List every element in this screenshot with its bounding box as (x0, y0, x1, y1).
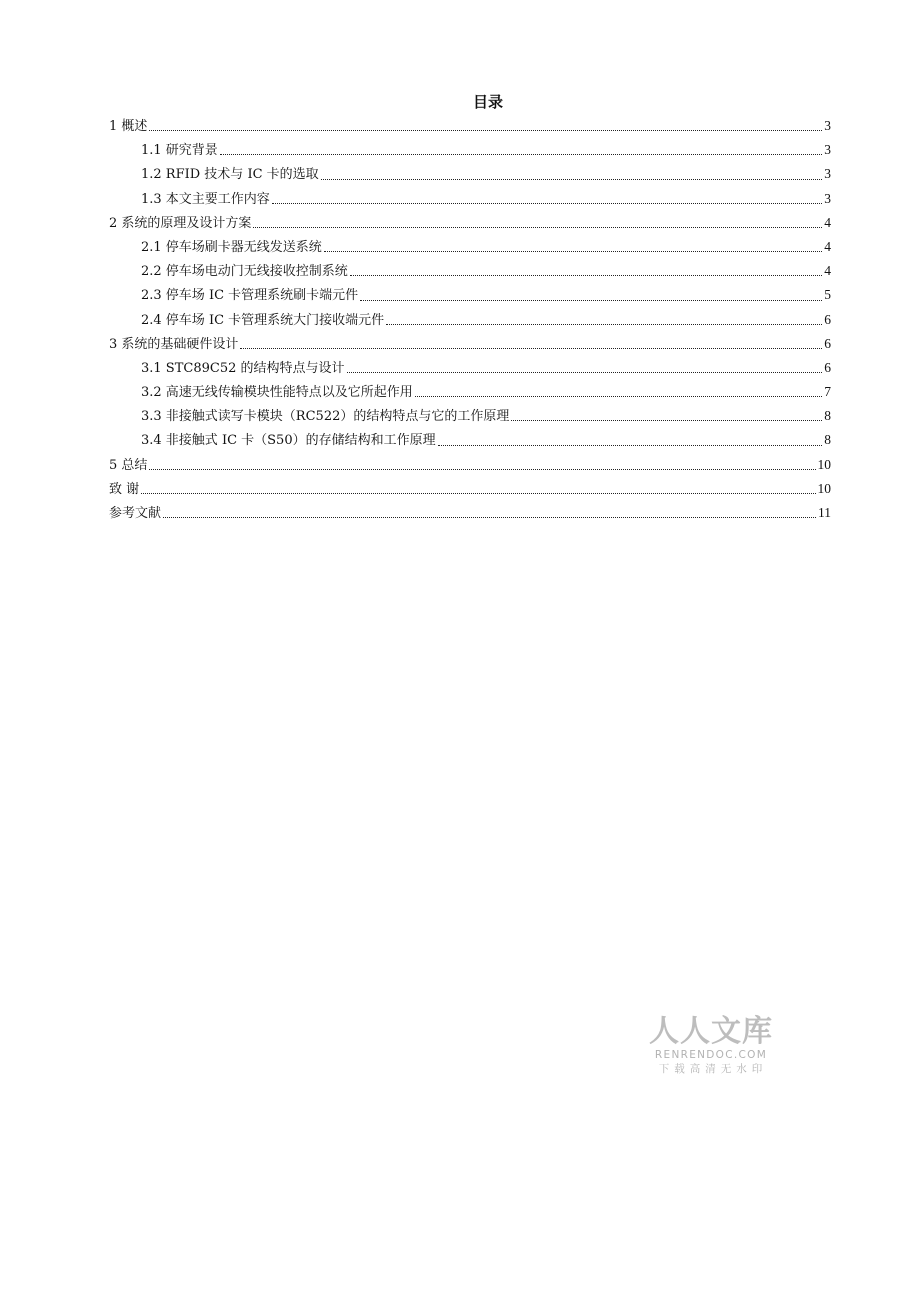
toc-entry[interactable] (109, 453, 831, 477)
toc-leader-dots (253, 227, 822, 228)
toc-leader-dots (149, 469, 815, 470)
watermark-name: 人人文库 (649, 1014, 773, 1049)
table-of-contents (109, 114, 831, 525)
toc-entry-text: 1.2 RFID 技术与 IC 卡的选取 (141, 167, 319, 183)
toc-entry[interactable] (109, 477, 831, 501)
watermark-url: RENRENDOC.COM (654, 1049, 768, 1061)
toc-entry-page: 11 (818, 505, 831, 520)
toc-entry[interactable] (109, 114, 831, 138)
toc-entry[interactable] (109, 404, 831, 428)
toc-entry[interactable] (109, 308, 831, 332)
toc-leader-dots (220, 154, 822, 155)
watermark-logo (648, 1015, 774, 1076)
toc-entry-text: 1 概述 (109, 119, 148, 134)
toc-leader-dots (163, 517, 816, 518)
toc-entry-text: 1.3 本文主要工作内容 (141, 191, 270, 207)
toc-entry[interactable] (109, 138, 831, 162)
toc-entry-text: 2.1 停车场刷卡器无线发送系统 (141, 239, 322, 255)
toc-leader-dots (324, 251, 822, 252)
toc-entry[interactable] (109, 235, 831, 259)
toc-entry[interactable] (109, 428, 831, 452)
watermark-tagline: 下载高清无水印 (658, 1063, 768, 1075)
toc-entry-page: 4 (824, 263, 831, 279)
toc-entry-page: 8 (824, 432, 831, 448)
toc-entry-page: 6 (824, 359, 831, 375)
toc-entry[interactable] (109, 259, 831, 283)
toc-leader-dots (511, 420, 822, 421)
toc-leader-dots (386, 324, 822, 325)
toc-entry-text: 3 系统的基础硬件设计 (109, 336, 239, 352)
toc-entry-page: 7 (824, 384, 831, 400)
toc-entry[interactable] (109, 211, 831, 235)
toc-leader-dots (350, 275, 822, 276)
toc-entry-page: 4 (824, 214, 831, 230)
toc-entry-page: 4 (824, 238, 831, 254)
toc-entry-page: 3 (824, 190, 831, 206)
toc-leader-dots (141, 493, 815, 494)
toc-title: 目录 (472, 93, 503, 111)
toc-entry-text: 5 总结 (109, 457, 148, 473)
toc-entry[interactable] (109, 187, 831, 211)
toc-entry-page: 3 (824, 142, 831, 158)
toc-entry-page: 8 (824, 408, 831, 424)
toc-entry-page: 6 (824, 335, 831, 351)
toc-entry-page: 10 (817, 456, 831, 472)
toc-entry[interactable] (109, 501, 831, 525)
toc-leader-dots (347, 372, 823, 373)
toc-leader-dots (438, 445, 823, 446)
toc-entry-text: 2 系统的原理及设计方案 (109, 215, 252, 231)
toc-entry[interactable] (109, 283, 831, 307)
toc-entry[interactable] (109, 332, 831, 356)
toc-leader-dots (272, 203, 822, 204)
toc-entry-page: 10 (817, 480, 831, 496)
toc-leader-dots (415, 396, 822, 397)
toc-entry-text: 3.1 STC89C52 的结构特点与设计 (141, 360, 345, 376)
toc-entry-page: 5 (824, 287, 831, 303)
toc-entry-text: 1.1 研究背景 (141, 143, 218, 159)
toc-entry-text: 2.2 停车场电动门无线接收控制系统 (141, 264, 348, 280)
toc-entry-page: 3 (824, 166, 831, 182)
toc-entry-text: 2.3 停车场 IC 卡管理系统刷卡端元件 (141, 288, 359, 304)
toc-leader-dots (321, 179, 823, 180)
toc-entry-text: 3.4 非接触式 IC 卡（S50）的存储结构和工作原理 (141, 433, 436, 449)
toc-entry-text: 参考文献 (109, 506, 162, 521)
toc-entry-text: 2.4 停车场 IC 卡管理系统大门接收端元件 (141, 312, 385, 328)
toc-entry-text: 致 谢 (109, 481, 140, 497)
toc-entry[interactable] (109, 162, 831, 186)
toc-entry-page: 3 (824, 118, 831, 133)
toc-entry-text: 3.3 非接触式读写卡模块（RC522）的结构特点与它的工作原理 (141, 409, 510, 425)
toc-leader-dots (240, 348, 822, 349)
toc-leader-dots (149, 130, 822, 131)
toc-entry-text: 3.2 高速无线传输模块性能特点以及它所起作用 (141, 385, 413, 401)
toc-entry[interactable] (109, 356, 831, 380)
toc-entry[interactable] (109, 380, 831, 404)
toc-leader-dots (360, 300, 822, 301)
toc-entry-page: 6 (824, 311, 831, 327)
